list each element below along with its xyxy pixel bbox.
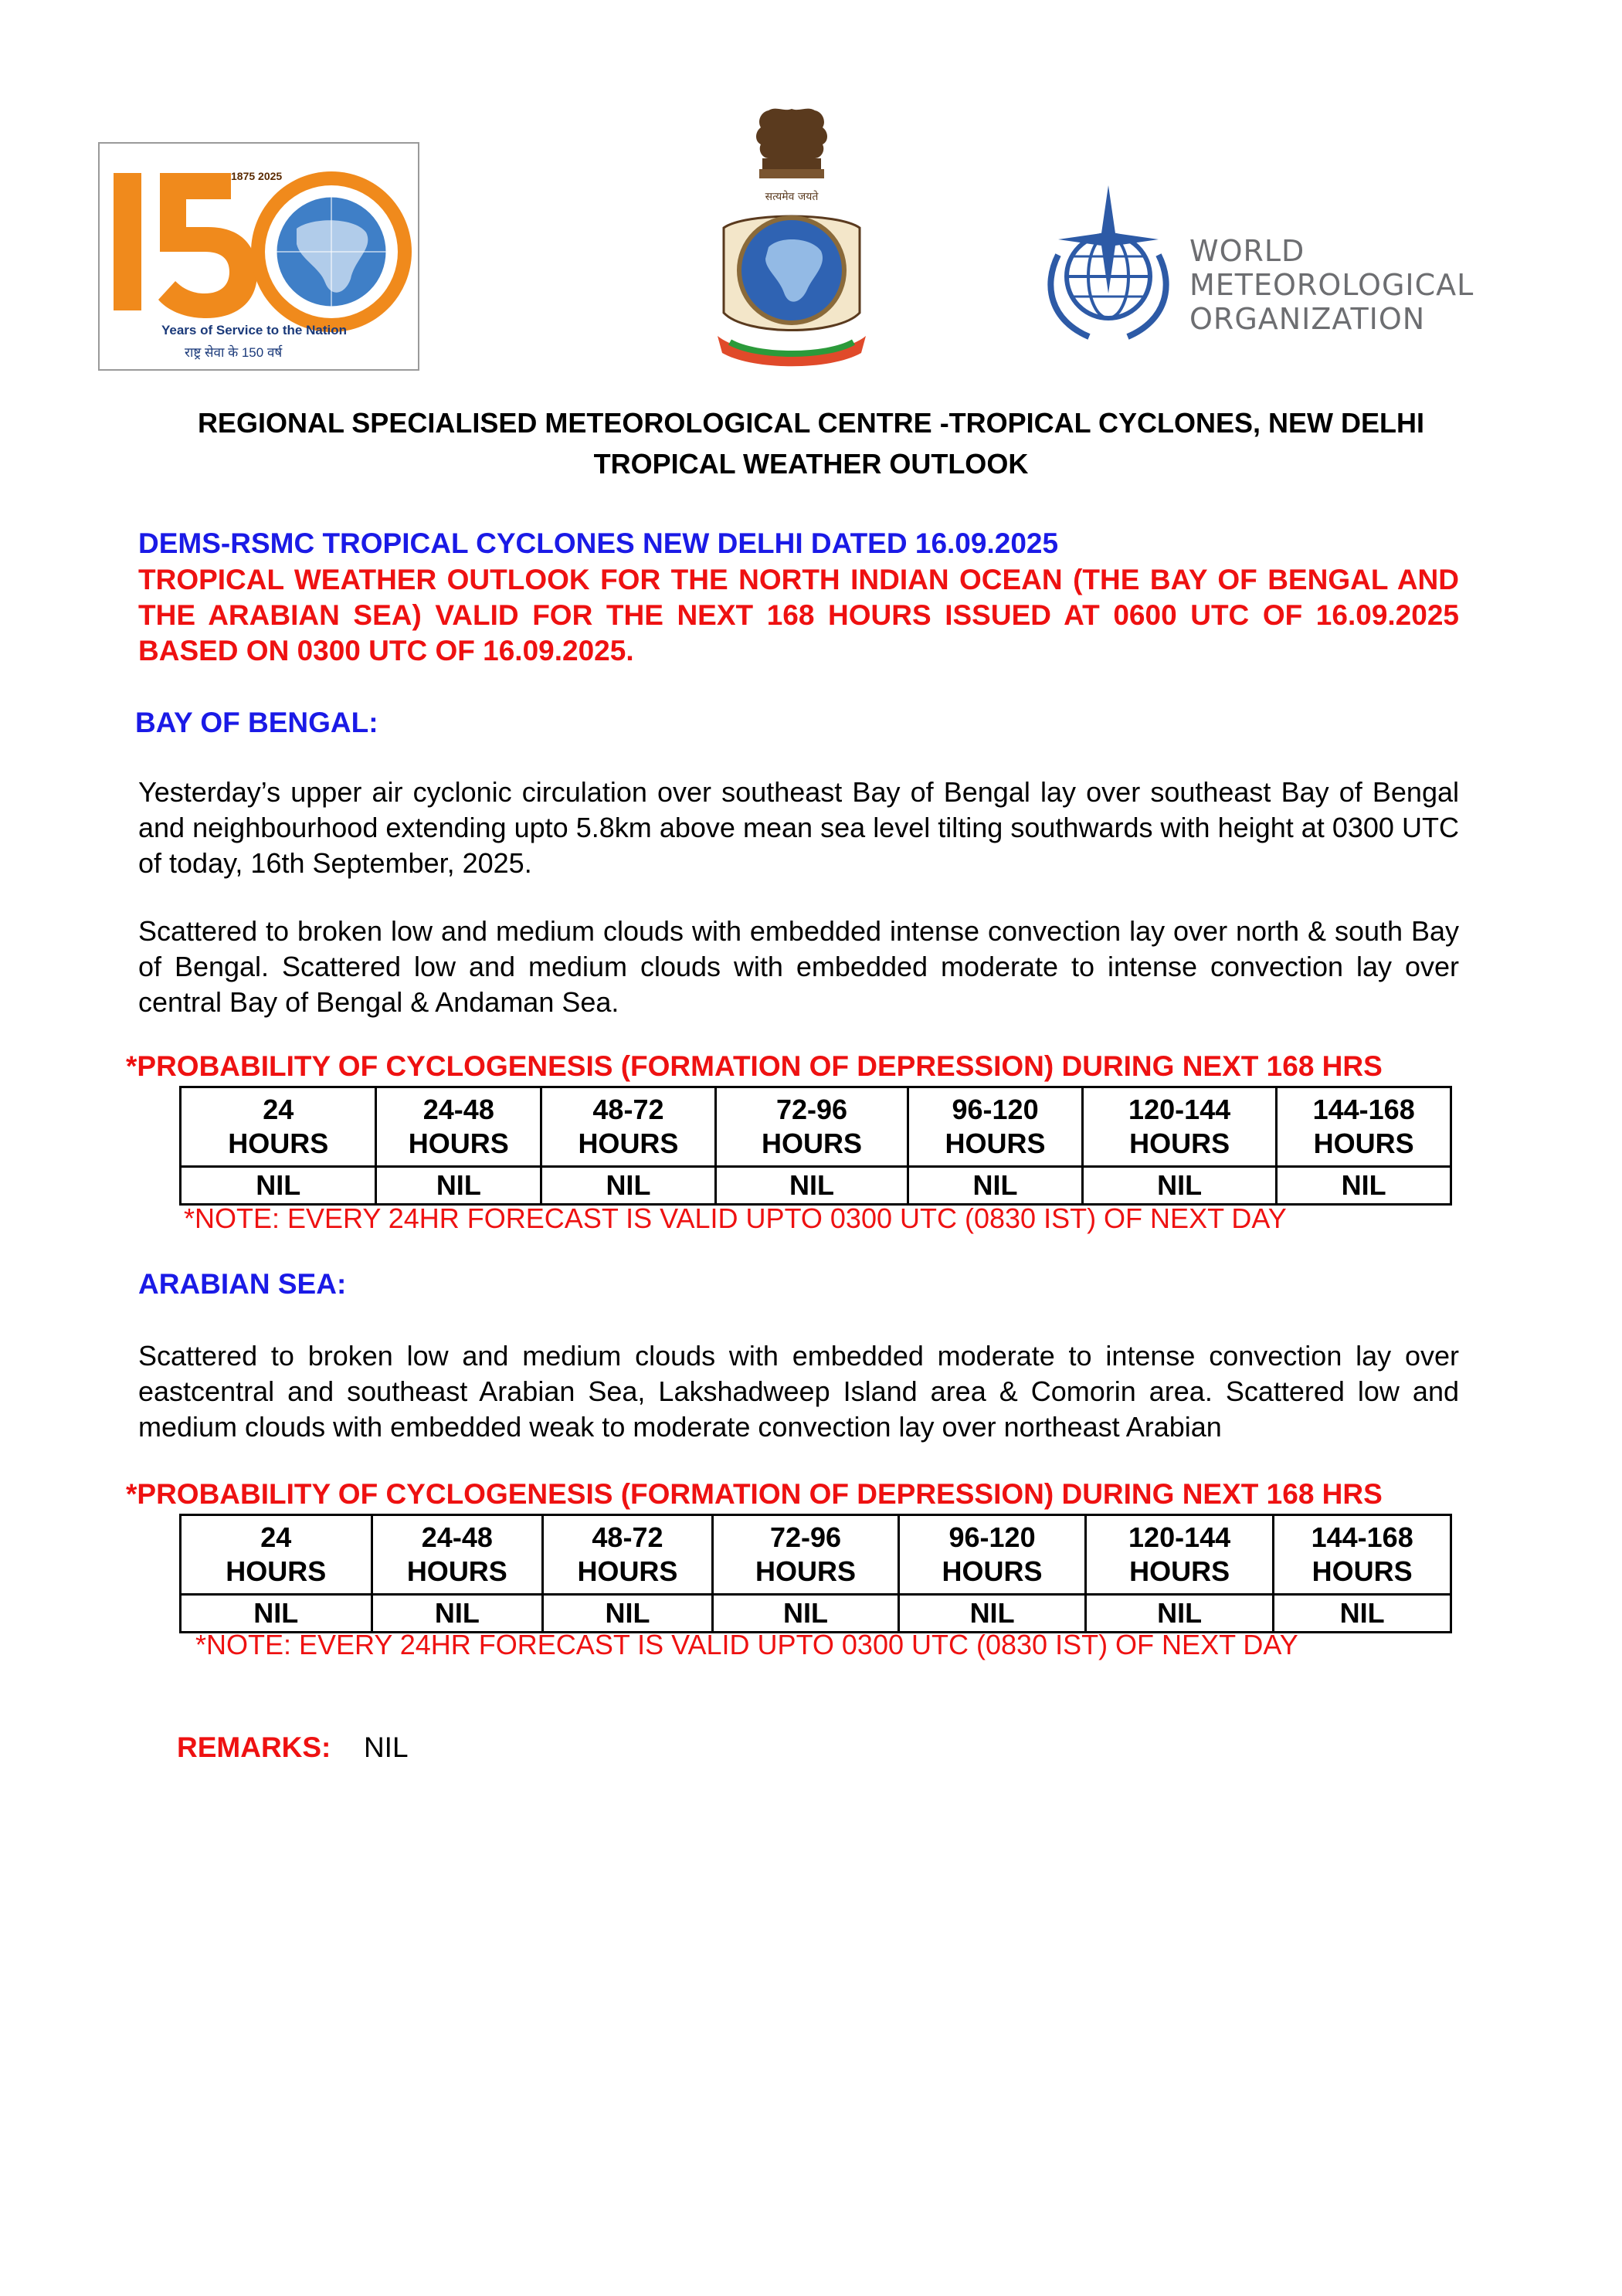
bob-col-header-4 <box>908 1087 1083 1167</box>
bob-probability-heading: *PROBABILITY OF CYCLOGENESIS (FORMATION OF DEPRESSION) DURING NEXT 168 HRS <box>126 1050 1383 1082</box>
imd-national-emblem-logo <box>714 104 869 371</box>
wmo-line-1: WORLD <box>1189 234 1305 268</box>
as-col-header-0 <box>181 1515 372 1595</box>
bob-col-header-5 <box>1082 1087 1277 1167</box>
bob-col-header-4-bottom: HOURS <box>945 1128 1046 1159</box>
bob-probability-table <box>179 1086 1452 1206</box>
wmo-line-2: METEOROLOGICAL <box>1189 268 1474 302</box>
bay-of-bengal-para-2: Scattered to broken low and medium clouds with embedded intense convection lay over north & south Bay of Bengal. Scattered low and medium clouds with embedded moderate to intense convection lay over central Bay of Bengal & Andaman Sea. <box>138 915 1459 1018</box>
bob-col-header-2 <box>541 1087 716 1167</box>
as-col-header-3-bottom: HOURS <box>755 1555 857 1587</box>
bob-value-cell-3: NIL <box>715 1167 908 1205</box>
bob-col-header-5-bottom: HOURS <box>1129 1128 1230 1159</box>
bob-col-header-6 <box>1277 1087 1451 1167</box>
bay-of-bengal-heading: BAY OF BENGAL: <box>135 707 378 738</box>
bob-col-header-0-top: 24 <box>263 1094 294 1125</box>
dated-line: DEMS-RSMC TROPICAL CYCLONES NEW DELHI DATED 16.09.2025 <box>138 527 1059 559</box>
bob-value-cell-1: NIL <box>376 1167 541 1205</box>
as-col-header-3-top: 72-96 <box>769 1521 842 1553</box>
bob-col-header-3-top: 72-96 <box>775 1094 848 1125</box>
arabian-sea-heading: ARABIAN SEA: <box>138 1268 347 1300</box>
as-col-header-3 <box>712 1515 899 1595</box>
bob-col-header-1 <box>376 1087 541 1167</box>
bob-col-header-0-bottom: HOURS <box>228 1128 329 1159</box>
as-col-header-2-bottom: HOURS <box>577 1555 678 1587</box>
bob-col-header-2-bottom: HOURS <box>578 1128 679 1159</box>
as-col-header-4-top: 96-120 <box>948 1521 1036 1553</box>
as-col-header-6 <box>1274 1515 1451 1595</box>
emblem-graphic <box>714 104 869 371</box>
wmo-line-3: ORGANIZATION <box>1189 302 1426 336</box>
as-col-header-6-top: 144-168 <box>1311 1521 1413 1553</box>
as-value-cell-6: NIL <box>1274 1595 1451 1633</box>
imd-hindi-tagline: राष्ट्र सेवा के 150 वर्ष <box>185 345 283 360</box>
bob-forecast-note: *NOTE: EVERY 24HR FORECAST IS VALID UPTO 0300 UTC (0830 IST) OF NEXT DAY <box>184 1202 1287 1234</box>
as-col-header-2-top: 48-72 <box>592 1521 663 1553</box>
bob-col-header-5-top: 120-144 <box>1128 1094 1231 1125</box>
as-col-header-6-bottom: HOURS <box>1312 1555 1413 1587</box>
bob-col-header-6-bottom: HOURS <box>1313 1128 1414 1159</box>
bob-col-header-1-bottom: HOURS <box>408 1128 509 1159</box>
bob-col-header-0 <box>181 1087 376 1167</box>
remarks-value: NIL <box>363 1731 409 1763</box>
as-col-header-5 <box>1085 1515 1274 1595</box>
as-value-cell-2: NIL <box>543 1595 713 1633</box>
rsmc-header-line-2: TROPICAL WEATHER OUTLOOK <box>593 448 1029 480</box>
bob-value-cell-2: NIL <box>541 1167 716 1205</box>
as-probability-table <box>179 1514 1452 1633</box>
bob-value-cell-5: NIL <box>1082 1167 1277 1205</box>
as-value-cell-3: NIL <box>712 1595 899 1633</box>
as-forecast-note: *NOTE: EVERY 24HR FORECAST IS VALID UPTO 0300 UTC (0830 IST) OF NEXT DAY <box>195 1629 1298 1660</box>
wmo-emblem-graphic <box>1035 185 1182 348</box>
as-col-header-2 <box>543 1515 713 1595</box>
as-col-header-0-top: 24 <box>260 1521 292 1553</box>
bob-col-header-4-top: 96-120 <box>952 1094 1039 1125</box>
as-value-cell-0: NIL <box>181 1595 372 1633</box>
as-col-header-5-bottom: HOURS <box>1129 1555 1230 1587</box>
imd-150-years-logo <box>98 142 419 371</box>
imd-years-text: 1875 2025 <box>231 170 283 182</box>
as-col-header-1 <box>372 1515 543 1595</box>
arabian-sea-para-1: Scattered to broken low and medium clouds with embedded moderate to intense convection lay over eastcentral and southeast Arabian Sea, Lakshadweep Island area & Comorin area. Scattered low and medium clouds with embedded weak to moderate convection lay over northeast Arabian <box>138 1340 1459 1443</box>
as-col-header-1-bottom: HOURS <box>406 1555 507 1587</box>
svg-text:सत्यमेव जयते: सत्यमेव जयते <box>765 191 819 203</box>
as-col-header-0-bottom: HOURS <box>226 1555 327 1587</box>
as-value-cell-1: NIL <box>372 1595 543 1633</box>
as-probability-heading: *PROBABILITY OF CYCLOGENESIS (FORMATION OF DEPRESSION) DURING NEXT 168 HRS <box>126 1478 1383 1510</box>
rsmc-header-line-1: REGIONAL SPECIALISED METEOROLOGICAL CENTRE -TROPICAL CYCLONES, NEW DELHI <box>197 407 1425 439</box>
bob-value-cell-6: NIL <box>1277 1167 1451 1205</box>
as-value-cell-5: NIL <box>1085 1595 1274 1633</box>
as-col-header-1-top: 24-48 <box>421 1521 493 1553</box>
remarks-label: REMARKS: <box>177 1731 331 1763</box>
bay-of-bengal-para-1: Yesterday’s upper air cyclonic circulation over southeast Bay of Bengal lay over southeast Bay of Bengal and neighbourhood extending upto 5.8km above mean sea level tilting southwards with height at 0300 UTC of today, 16th September, 2025. <box>138 776 1459 879</box>
bob-col-header-2-top: 48-72 <box>592 1094 664 1125</box>
imd-tagline: Years of Service to the Nation <box>161 323 347 337</box>
outlook-title: TROPICAL WEATHER OUTLOOK FOR THE NORTH INDIAN OCEAN (THE BAY OF BENGAL AND THE ARABIAN SEA) VALID FOR THE NEXT 168 HOURS ISSUED AT 0600 UTC OF 16.09.2025 BASED ON 0300 UTC OF 16.09.2025. <box>138 564 1459 666</box>
bob-col-header-3-bottom: HOURS <box>761 1128 862 1159</box>
as-col-header-4-bottom: HOURS <box>942 1555 1043 1587</box>
bob-col-header-1-top: 24-48 <box>422 1094 494 1125</box>
remarks-row <box>177 1731 409 1764</box>
wmo-logo <box>1035 185 1474 348</box>
as-value-cell-4: NIL <box>899 1595 1086 1633</box>
as-col-header-4 <box>899 1515 1086 1595</box>
as-col-header-5-top: 120-144 <box>1128 1521 1231 1553</box>
bob-col-header-6-top: 144-168 <box>1312 1094 1415 1125</box>
bob-value-cell-4: NIL <box>908 1167 1083 1205</box>
bob-value-cell-0: NIL <box>181 1167 376 1205</box>
bob-col-header-3 <box>715 1087 908 1167</box>
